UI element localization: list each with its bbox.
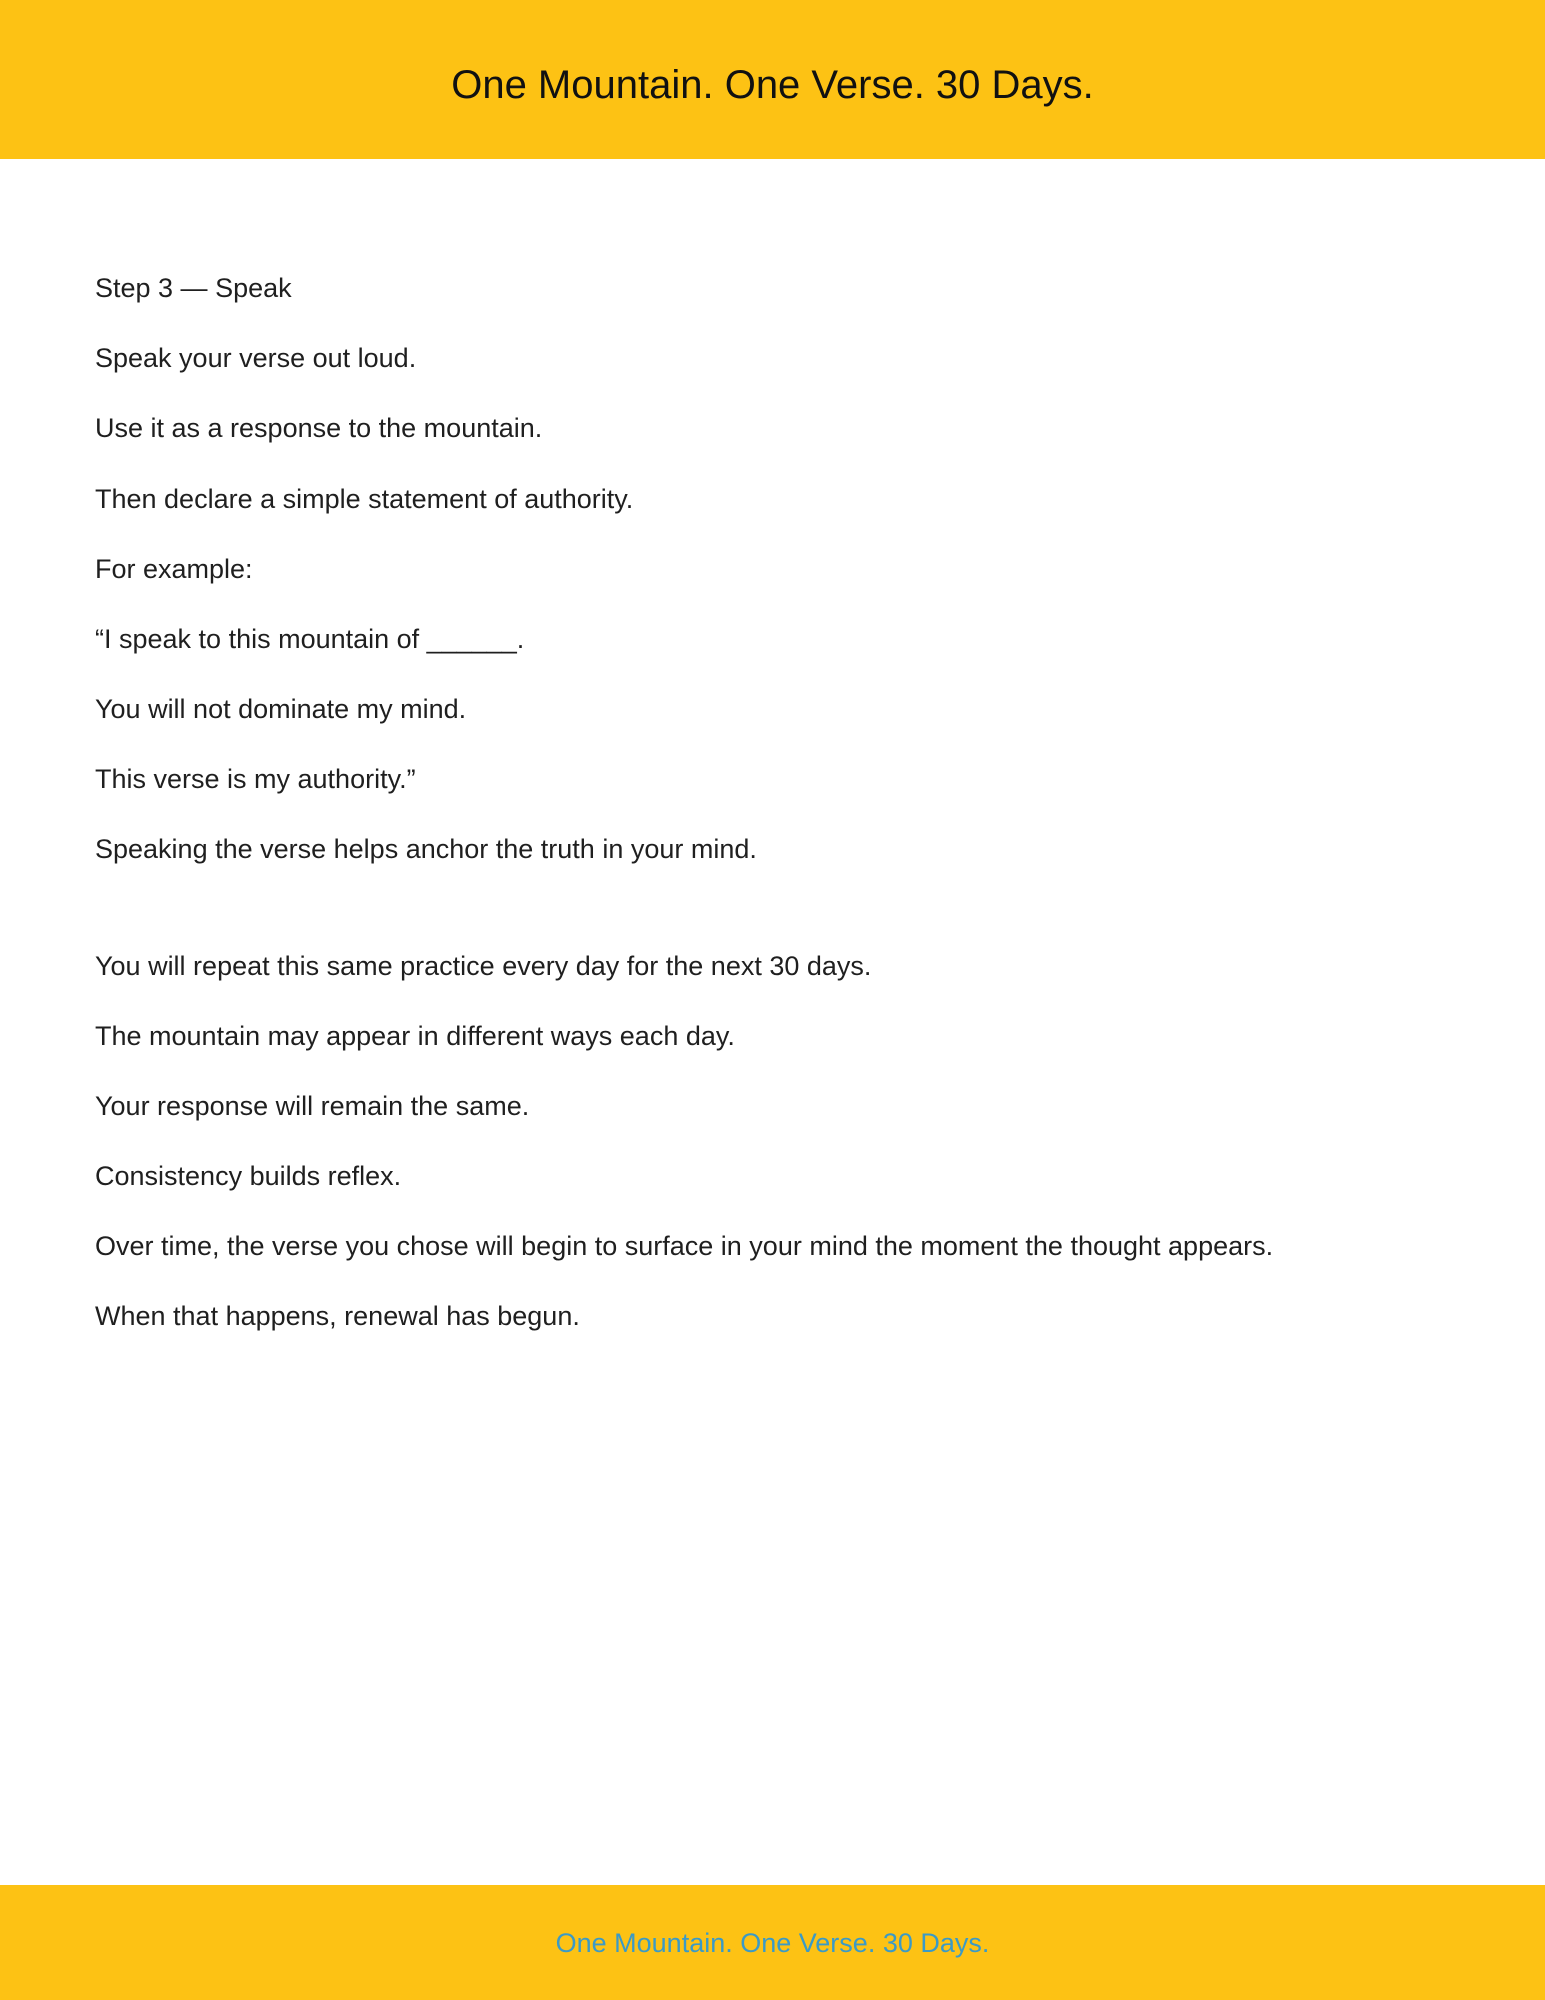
body-line: Speak your verse out loud. [95, 343, 417, 373]
body-line: Then declare a simple statement of authority. [95, 484, 634, 514]
quote-line: This verse is my authority.” [95, 764, 416, 794]
page-title: One Mountain. One Verse. 30 Days. [451, 63, 1094, 107]
footer-title: One Mountain. One Verse. 30 Days. [555, 1928, 990, 1958]
header-band [0, 0, 1545, 159]
body-line: When that happens, renewal has begun. [95, 1301, 580, 1331]
body-line: Your response will remain the same. [95, 1091, 530, 1121]
body-line: The mountain may appear in different ways each day. [95, 1021, 735, 1051]
body-line: Use it as a response to the mountain. [95, 413, 543, 443]
body-line: Speaking the verse helps anchor the truth in your mind. [95, 834, 757, 864]
footer-band [0, 1885, 1545, 2000]
body-line: Over time, the verse you chose will begin to surface in your mind the moment the thought appears. [95, 1231, 1274, 1261]
body-line: For example: [95, 554, 253, 584]
quote-line: “I speak to this mountain of ______. [95, 624, 525, 654]
body-line: Consistency builds reflex. [95, 1161, 402, 1191]
quote-line: You will not dominate my mind. [95, 694, 467, 724]
body-line: You will repeat this same practice every day for the next 30 days. [95, 951, 872, 981]
step-heading: Step 3 — Speak [95, 273, 292, 303]
